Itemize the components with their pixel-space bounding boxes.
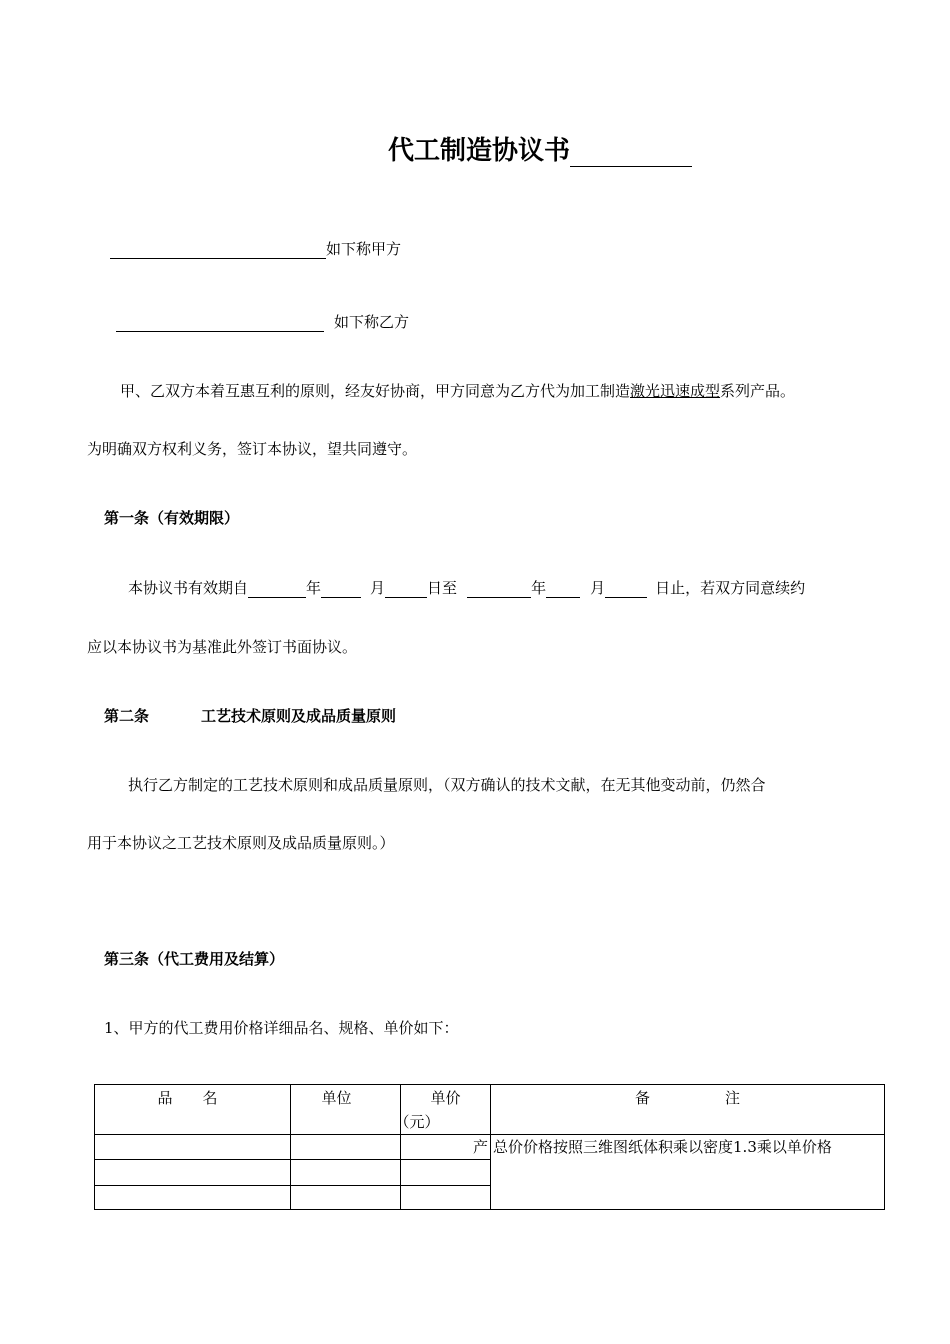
year-start-label: 年 [306,579,322,597]
month-start-label: 月 [370,579,386,597]
fee-table-header-row [95,1085,885,1135]
cell-unit [291,1160,401,1186]
header-price-text: 单价 [430,1089,461,1107]
article-2-line-2: 用于本协议之工艺技术原则及成品质量原则。） [87,834,395,852]
cell-name [95,1160,291,1186]
cell-price [401,1160,491,1186]
validity-from-label: 本协议书有效期自 [128,579,249,597]
party-a-blank [110,242,326,259]
article-2-title: 工艺技术原则及成品质量原则 [201,707,397,725]
month-end-label: 月 [590,579,606,597]
article-1-heading: 第一条（有效期限） [104,509,240,527]
cell-unit [291,1186,401,1210]
intro-text-suffix: 系列产品。 [720,382,796,400]
day-start-blank [385,581,427,598]
intro-line-2: 为明确双方权利义务，签订本协议，望共同遵守。 [87,440,418,458]
article-2-heading [104,705,396,726]
year-end-blank [467,581,531,598]
fee-table [94,1084,885,1210]
month-end-blank [546,581,580,598]
day-end-label: 日止，若双方同意续约 [655,579,806,597]
article-2-line-1: 执行乙方制定的工艺技术原则和成品质量原则，（双方确认的技术文献，在无其他变动前，仍然合 [128,776,766,794]
article-3-item-1: 1、甲方的代工费用价格详细品名、规格、单价如下： [104,1019,459,1037]
day-end-blank [605,581,647,598]
party-b-blank [116,315,324,332]
header-remark-text: 备 注 [634,1089,740,1107]
party-a-label: 如下称甲方 [326,240,402,258]
header-price-unit: （元） [394,1113,440,1131]
header-remark [491,1085,885,1135]
party-b-label: 如下称乙方 [334,313,410,331]
party-a-line [110,238,401,259]
cell-price [401,1135,491,1160]
cell-remark [491,1135,885,1210]
intro-text-prefix: 甲、乙双方本着互惠互利的原则，经友好协商，甲方同意为乙方代为加工制造 [120,382,631,400]
article-3-heading: 第三条（代工费用及结算） [104,950,285,968]
cell-name [95,1135,291,1160]
header-unit [291,1085,401,1135]
article-2-number: 第二条 [104,707,150,725]
cell-price-text: 产 [472,1138,488,1156]
year-end-label: 年 [531,579,547,597]
cell-unit [291,1135,401,1160]
title-text: 代工制造协议书 [388,136,571,166]
header-name-text: 品 名 [157,1089,218,1107]
party-b-line [116,311,409,332]
cell-name [95,1186,291,1210]
remark-text: 总价价格按照三维图纸体积乘以密度1.3乘以单价格 [493,1138,832,1156]
article-1-line-1 [128,577,805,598]
header-price [394,1085,491,1135]
table-row [95,1135,885,1160]
intro-line-1 [120,380,795,401]
header-unit-text: 单位 [321,1089,352,1107]
cell-price [401,1186,491,1210]
year-start-blank [248,581,306,598]
intro-product-name: 激光迅速成型 [630,382,721,400]
day-start-label: 日至 [427,579,458,597]
title-blank-line [570,138,692,167]
header-name [95,1085,291,1135]
page-title [388,130,692,167]
month-start-blank [321,581,361,598]
article-1-line-2: 应以本协议书为基准此外签订书面协议。 [87,638,358,656]
